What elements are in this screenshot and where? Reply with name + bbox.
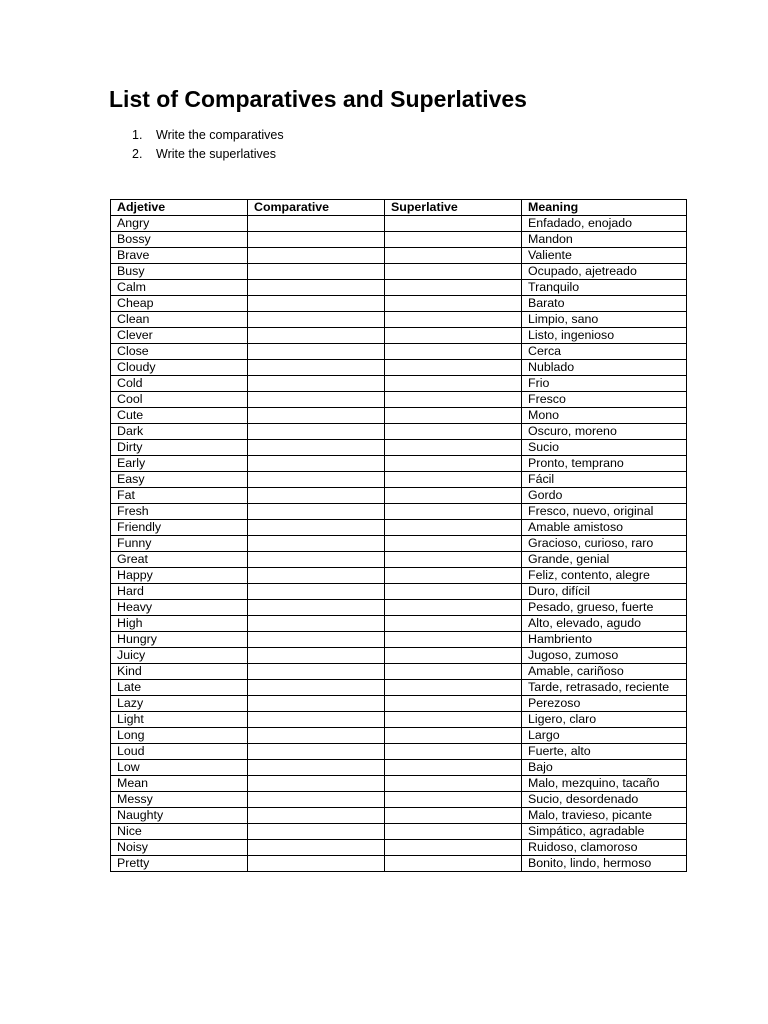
instruction-item: [132, 126, 284, 145]
adjective-cell: Juicy: [111, 648, 248, 664]
meaning-cell: Ruidoso, clamoroso: [522, 840, 687, 856]
comparative-answer-cell[interactable]: [248, 440, 385, 456]
instruction-text: Write the comparatives: [156, 128, 284, 142]
adjective-cell: Mean: [111, 776, 248, 792]
superlative-answer-cell[interactable]: [385, 424, 522, 440]
adjective-cell: Funny: [111, 536, 248, 552]
comparative-answer-cell[interactable]: [248, 824, 385, 840]
adjective-cell: Hard: [111, 584, 248, 600]
comparative-answer-cell[interactable]: [248, 664, 385, 680]
comparative-answer-cell[interactable]: [248, 264, 385, 280]
table-row: [111, 392, 687, 408]
superlative-answer-cell[interactable]: [385, 824, 522, 840]
meaning-cell: Malo, travieso, picante: [522, 808, 687, 824]
superlative-answer-cell[interactable]: [385, 232, 522, 248]
adjectives-table: [110, 199, 687, 872]
adjective-cell: Fresh: [111, 504, 248, 520]
comparative-answer-cell[interactable]: [248, 216, 385, 232]
adjective-cell: Cheap: [111, 296, 248, 312]
header-superlative: Superlative: [385, 200, 522, 216]
comparative-answer-cell[interactable]: [248, 280, 385, 296]
meaning-cell: Malo, mezquino, tacaño: [522, 776, 687, 792]
superlative-answer-cell[interactable]: [385, 856, 522, 872]
instruction-number: 1.: [132, 128, 143, 142]
superlative-answer-cell[interactable]: [385, 344, 522, 360]
comparative-answer-cell[interactable]: [248, 344, 385, 360]
header-comparative: Comparative: [248, 200, 385, 216]
table-row: [111, 728, 687, 744]
meaning-cell: Valiente: [522, 248, 687, 264]
adjective-cell: Fat: [111, 488, 248, 504]
meaning-cell: Alto, elevado, agudo: [522, 616, 687, 632]
comparative-answer-cell[interactable]: [248, 232, 385, 248]
table-row: [111, 312, 687, 328]
meaning-cell: Bonito, lindo, hermoso: [522, 856, 687, 872]
superlative-answer-cell[interactable]: [385, 808, 522, 824]
adjective-cell: Bossy: [111, 232, 248, 248]
meaning-cell: Perezoso: [522, 696, 687, 712]
superlative-answer-cell[interactable]: [385, 312, 522, 328]
adjective-cell: Late: [111, 680, 248, 696]
table-row: [111, 792, 687, 808]
meaning-cell: Sucio: [522, 440, 687, 456]
table-row: [111, 824, 687, 840]
superlative-answer-cell[interactable]: [385, 392, 522, 408]
table-row: [111, 456, 687, 472]
comparative-answer-cell[interactable]: [248, 312, 385, 328]
superlative-answer-cell[interactable]: [385, 664, 522, 680]
adjective-cell: Heavy: [111, 600, 248, 616]
table-row: [111, 440, 687, 456]
superlative-answer-cell[interactable]: [385, 712, 522, 728]
comparative-answer-cell[interactable]: [248, 520, 385, 536]
comparative-answer-cell[interactable]: [248, 744, 385, 760]
meaning-cell: Mono: [522, 408, 687, 424]
superlative-answer-cell[interactable]: [385, 744, 522, 760]
adjective-cell: Calm: [111, 280, 248, 296]
meaning-cell: Grande, genial: [522, 552, 687, 568]
comparative-answer-cell[interactable]: [248, 760, 385, 776]
adjective-cell: Light: [111, 712, 248, 728]
comparative-answer-cell[interactable]: [248, 728, 385, 744]
meaning-cell: Fresco: [522, 392, 687, 408]
superlative-answer-cell[interactable]: [385, 280, 522, 296]
comparative-answer-cell[interactable]: [248, 392, 385, 408]
comparative-answer-cell[interactable]: [248, 424, 385, 440]
meaning-cell: Fresco, nuevo, original: [522, 504, 687, 520]
adjective-cell: Pretty: [111, 856, 248, 872]
table-row: [111, 344, 687, 360]
header-meaning: Meaning: [522, 200, 687, 216]
table-row: [111, 472, 687, 488]
table-row: [111, 488, 687, 504]
adjective-cell: Cloudy: [111, 360, 248, 376]
instruction-text: Write the superlatives: [156, 146, 276, 161]
instructions-list: [132, 126, 284, 163]
comparative-answer-cell[interactable]: [248, 568, 385, 584]
adjective-cell: Brave: [111, 248, 248, 264]
adjective-cell: Nice: [111, 824, 248, 840]
superlative-answer-cell[interactable]: [385, 536, 522, 552]
comparative-answer-cell[interactable]: [248, 856, 385, 872]
table-row: [111, 360, 687, 376]
table-row: [111, 664, 687, 680]
superlative-answer-cell[interactable]: [385, 568, 522, 584]
superlative-answer-cell[interactable]: [385, 792, 522, 808]
comparative-answer-cell[interactable]: [248, 616, 385, 632]
meaning-cell: Gracioso, curioso, raro: [522, 536, 687, 552]
instruction-item: [132, 145, 284, 164]
adjective-cell: Clean: [111, 312, 248, 328]
table-row: [111, 376, 687, 392]
adjective-cell: Dark: [111, 424, 248, 440]
adjective-cell: Lazy: [111, 696, 248, 712]
comparative-answer-cell[interactable]: [248, 376, 385, 392]
table-row: [111, 408, 687, 424]
adjective-cell: Long: [111, 728, 248, 744]
adjective-cell: Great: [111, 552, 248, 568]
table-row: [111, 600, 687, 616]
meaning-cell: Limpio, sano: [522, 312, 687, 328]
adjective-cell: Kind: [111, 664, 248, 680]
superlative-answer-cell[interactable]: [385, 632, 522, 648]
comparative-answer-cell[interactable]: [248, 712, 385, 728]
meaning-cell: Jugoso, zumoso: [522, 648, 687, 664]
header-adjective: Adjetive: [111, 200, 248, 216]
comparative-answer-cell[interactable]: [248, 680, 385, 696]
table-row: [111, 760, 687, 776]
adjective-cell: Angry: [111, 216, 248, 232]
comparative-answer-cell[interactable]: [248, 488, 385, 504]
page-title: List of Comparatives and Superlatives: [109, 86, 527, 112]
table-row: [111, 424, 687, 440]
meaning-cell: Enfadado, enojado: [522, 216, 687, 232]
table-row: [111, 552, 687, 568]
meaning-cell: Fácil: [522, 472, 687, 488]
meaning-cell: Ocupado, ajetreado: [522, 264, 687, 280]
meaning-cell: Duro, difícil: [522, 584, 687, 600]
comparative-answer-cell[interactable]: [248, 536, 385, 552]
adjective-cell: Naughty: [111, 808, 248, 824]
superlative-answer-cell[interactable]: [385, 600, 522, 616]
comparative-answer-cell[interactable]: [248, 248, 385, 264]
comparative-answer-cell[interactable]: [248, 584, 385, 600]
superlative-answer-cell[interactable]: [385, 216, 522, 232]
comparative-answer-cell[interactable]: [248, 792, 385, 808]
superlative-answer-cell[interactable]: [385, 456, 522, 472]
superlative-answer-cell[interactable]: [385, 360, 522, 376]
meaning-cell: Feliz, contento, alegre: [522, 568, 687, 584]
meaning-cell: Fuerte, alto: [522, 744, 687, 760]
superlative-answer-cell[interactable]: [385, 680, 522, 696]
meaning-cell: Tarde, retrasado, reciente: [522, 680, 687, 696]
adjective-cell: Dirty: [111, 440, 248, 456]
adjective-cell: Messy: [111, 792, 248, 808]
comparative-answer-cell[interactable]: [248, 456, 385, 472]
table-row: [111, 856, 687, 872]
meaning-cell: Sucio, desordenado: [522, 792, 687, 808]
superlative-answer-cell[interactable]: [385, 376, 522, 392]
table-row: [111, 536, 687, 552]
table-row: [111, 808, 687, 824]
comparative-answer-cell[interactable]: [248, 648, 385, 664]
comparative-answer-cell[interactable]: [248, 504, 385, 520]
adjective-cell: Hungry: [111, 632, 248, 648]
adjective-cell: High: [111, 616, 248, 632]
table-row: [111, 616, 687, 632]
table-row: [111, 248, 687, 264]
meaning-cell: Oscuro, moreno: [522, 424, 687, 440]
superlative-answer-cell[interactable]: [385, 728, 522, 744]
instruction-number: 2.: [132, 146, 143, 161]
table-row: [111, 216, 687, 232]
table-row: [111, 296, 687, 312]
table-row: [111, 280, 687, 296]
superlative-answer-cell[interactable]: [385, 552, 522, 568]
adjective-cell: Happy: [111, 568, 248, 584]
superlative-answer-cell[interactable]: [385, 520, 522, 536]
table-row: [111, 264, 687, 280]
comparative-answer-cell[interactable]: [248, 696, 385, 712]
superlative-answer-cell[interactable]: [385, 264, 522, 280]
comparative-answer-cell[interactable]: [248, 808, 385, 824]
adjective-cell: Cool: [111, 392, 248, 408]
table-row: [111, 520, 687, 536]
meaning-cell: Nublado: [522, 360, 687, 376]
meaning-cell: Ligero, claro: [522, 712, 687, 728]
superlative-answer-cell[interactable]: [385, 648, 522, 664]
adjective-cell: Early: [111, 456, 248, 472]
table-row: [111, 504, 687, 520]
adjective-cell: Easy: [111, 472, 248, 488]
superlative-answer-cell[interactable]: [385, 488, 522, 504]
superlative-answer-cell[interactable]: [385, 760, 522, 776]
superlative-answer-cell[interactable]: [385, 248, 522, 264]
superlative-answer-cell[interactable]: [385, 584, 522, 600]
comparative-answer-cell[interactable]: [248, 360, 385, 376]
table-row: [111, 840, 687, 856]
table-row: [111, 328, 687, 344]
table-row: [111, 568, 687, 584]
table-row: [111, 584, 687, 600]
meaning-cell: Barato: [522, 296, 687, 312]
superlative-answer-cell[interactable]: [385, 408, 522, 424]
adjective-cell: Loud: [111, 744, 248, 760]
table-row: [111, 680, 687, 696]
superlative-answer-cell[interactable]: [385, 616, 522, 632]
comparative-answer-cell[interactable]: [248, 328, 385, 344]
table-row: [111, 712, 687, 728]
adjective-cell: Cute: [111, 408, 248, 424]
table-row: [111, 696, 687, 712]
table-row: [111, 776, 687, 792]
comparative-answer-cell[interactable]: [248, 776, 385, 792]
table-header-row: [111, 200, 687, 216]
superlative-answer-cell[interactable]: [385, 296, 522, 312]
superlative-answer-cell[interactable]: [385, 696, 522, 712]
table-body: [111, 216, 687, 872]
meaning-cell: Mandon: [522, 232, 687, 248]
meaning-cell: Tranquilo: [522, 280, 687, 296]
adjective-cell: Friendly: [111, 520, 248, 536]
meaning-cell: Pronto, temprano: [522, 456, 687, 472]
adjective-cell: Low: [111, 760, 248, 776]
comparative-answer-cell[interactable]: [248, 552, 385, 568]
adjective-cell: Busy: [111, 264, 248, 280]
comparative-answer-cell[interactable]: [248, 296, 385, 312]
superlative-answer-cell[interactable]: [385, 440, 522, 456]
comparative-answer-cell[interactable]: [248, 600, 385, 616]
adjective-cell: Close: [111, 344, 248, 360]
meaning-cell: Amable, cariñoso: [522, 664, 687, 680]
superlative-answer-cell[interactable]: [385, 472, 522, 488]
meaning-cell: Frio: [522, 376, 687, 392]
table-row: [111, 744, 687, 760]
meaning-cell: Amable amistoso: [522, 520, 687, 536]
meaning-cell: Listo, ingenioso: [522, 328, 687, 344]
superlative-answer-cell[interactable]: [385, 840, 522, 856]
superlative-answer-cell[interactable]: [385, 328, 522, 344]
comparative-answer-cell[interactable]: [248, 472, 385, 488]
meaning-cell: Hambriento: [522, 632, 687, 648]
meaning-cell: Gordo: [522, 488, 687, 504]
comparative-answer-cell[interactable]: [248, 408, 385, 424]
table-row: [111, 232, 687, 248]
meaning-cell: Bajo: [522, 760, 687, 776]
adjective-cell: Clever: [111, 328, 248, 344]
meaning-cell: Cerca: [522, 344, 687, 360]
meaning-cell: Simpático, agradable: [522, 824, 687, 840]
meaning-cell: Pesado, grueso, fuerte: [522, 600, 687, 616]
table-row: [111, 648, 687, 664]
table-row: [111, 632, 687, 648]
adjective-cell: Cold: [111, 376, 248, 392]
adjective-cell: Noisy: [111, 840, 248, 856]
comparative-answer-cell[interactable]: [248, 632, 385, 648]
superlative-answer-cell[interactable]: [385, 776, 522, 792]
meaning-cell: Largo: [522, 728, 687, 744]
comparative-answer-cell[interactable]: [248, 840, 385, 856]
superlative-answer-cell[interactable]: [385, 504, 522, 520]
